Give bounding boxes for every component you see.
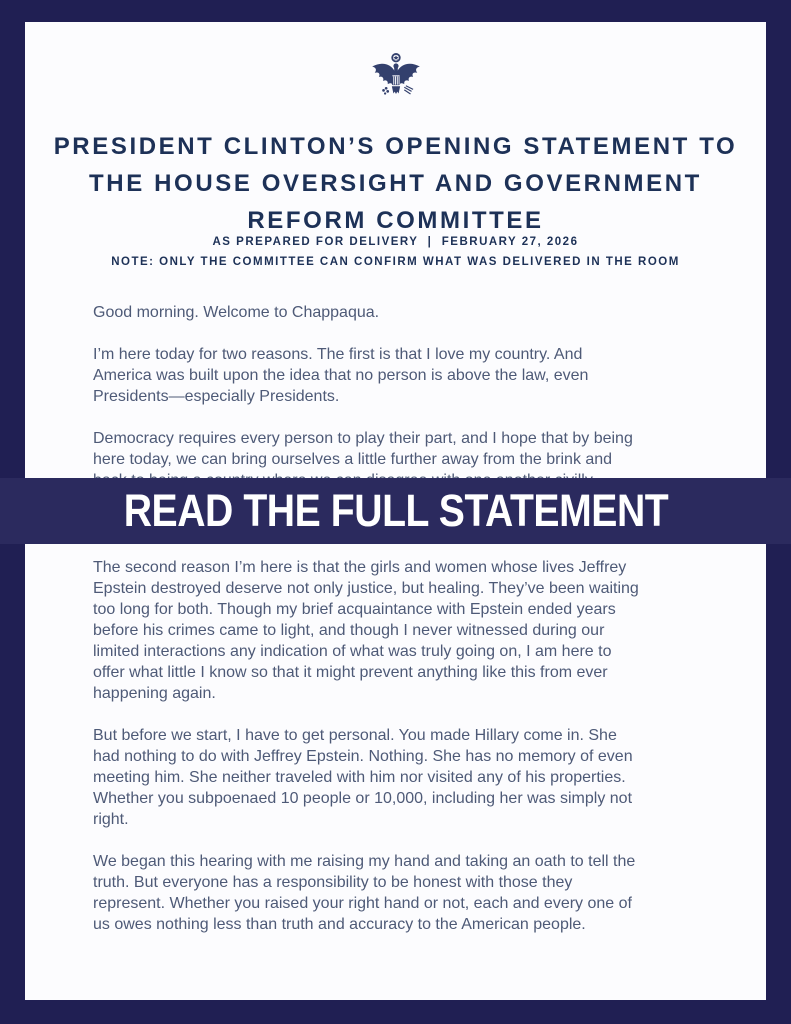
statement-line: Whether you subpoenaed 10 people or 10,000, including her was simply not	[93, 790, 633, 807]
committee-note: NOTE: ONLY THE COMMITTEE CAN CONFIRM WHAT WAS DELIVERED IN THE ROOM	[111, 256, 680, 268]
statement-line: meeting him. She neither traveled with him nor visited any of his properties.	[93, 769, 626, 786]
title-line: THE HOUSE OVERSIGHT AND GOVERNMENT	[89, 170, 702, 197]
statement-line: offer what little I know so that it might prevent anything like this from ever	[93, 664, 608, 681]
statement-line: us owes nothing less than truth and accuracy to the American people.	[93, 916, 586, 933]
page-title	[25, 128, 766, 239]
statement-line: right.	[93, 811, 129, 828]
statement-paragraph	[93, 851, 733, 935]
statement-line: had nothing to do with Jeffrey Epstein. Nothing. She has no memory of even	[93, 748, 633, 765]
statement-line: The second reason I’m here is that the girls and women whose lives Jeffrey	[93, 559, 627, 576]
banner-label: READ THE FULL STATEMENT	[123, 485, 668, 536]
presidential-eagle-seal-icon	[25, 52, 766, 108]
statement-paragraph	[93, 557, 733, 704]
statement-line: Presidents—especially Presidents.	[93, 388, 340, 405]
statement-line: America was built upon the idea that no person is above the law, even	[93, 367, 589, 384]
statement-paragraph	[93, 302, 733, 323]
read-full-statement-banner[interactable]	[0, 478, 791, 544]
statement-line: We began this hearing with me raising my hand and taking an oath to tell the	[93, 853, 636, 870]
statement-line: before his crimes came to light, and though I never witnessed during our	[93, 622, 605, 639]
statement-line: truth. But everyone has a responsibility to be honest with those they	[93, 874, 573, 891]
statement-line: too long for both. Though my brief acquaintance with Epstein ended years	[93, 601, 616, 618]
statement-line: here today, we can bring ourselves a little further away from the brink and	[93, 451, 613, 468]
delivery-note: AS PREPARED FOR DELIVERY | FEBRUARY 27, 2026	[212, 236, 579, 248]
statement-line: limited interactions any indication of what was truly going on, I am here to	[93, 643, 612, 660]
statement-line: Democracy requires every person to play their part, and I hope that by being	[93, 430, 633, 447]
statement-paragraph	[93, 725, 733, 830]
statement-line: But before we start, I have to get personal. You made Hillary come in. She	[93, 727, 617, 744]
title-line: REFORM COMMITTEE	[247, 207, 544, 234]
statement-line: Good morning. Welcome to Chappaqua.	[93, 304, 380, 321]
statement-line: I’m here today for two reasons. The first is that I love my country. And	[93, 346, 583, 363]
statement-paragraph	[93, 344, 733, 407]
statement-line: Epstein destroyed deserve not only justice, but healing. They’ve been waiting	[93, 580, 639, 597]
statement-body	[93, 302, 733, 956]
statement-line: represent. Whether you raised your right hand or not, each and every one of	[93, 895, 632, 912]
statement-line: happening again.	[93, 685, 216, 702]
title-line: PRESIDENT CLINTON’S OPENING STATEMENT TO	[53, 133, 738, 160]
